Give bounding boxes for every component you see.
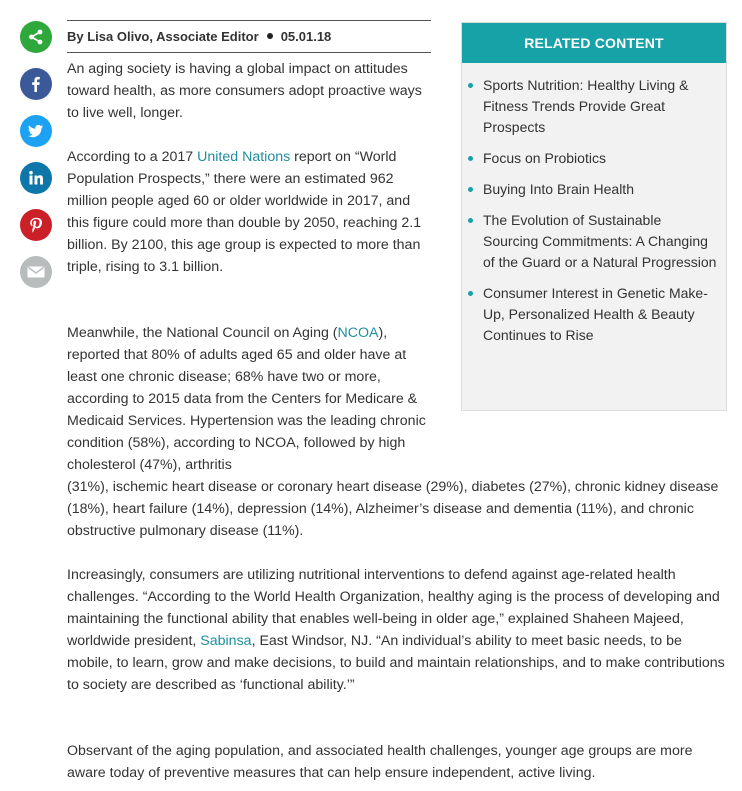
email-icon[interactable] — [20, 256, 52, 288]
paragraph-3-text-end: ), reported that 80% of adults aged 65 and older have at least one chronic disease; 68% have two or more, according to 2015 data from the Centers for Medicare & Medicaid Services. Hypertension was the leading chronic condition (58%), according to NCOA, followed by high cholesterol (47%), arthritis — [67, 325, 426, 473]
ncoa-link[interactable]: NCOA — [337, 325, 379, 341]
twitter-icon[interactable] — [20, 115, 52, 147]
article-paragraph-2 — [67, 146, 431, 278]
paragraph-4-text-start: Increasingly, consumers are utilizing nutritional interventions to defend against age-related health challenges. “According to the World Health Organization, healthy aging is the process of developing and maintaining the functional ability that enables well-being in older age,” explained Shaheen Majeed, worldwide president, — [67, 567, 720, 649]
paragraph-2-text-end: report on “World Population Prospects,” there were an estimated 962 million people aged 60 or older worldwide in 2017, and this figure could more than double by 2050, reaching 2.1 billion. By 2100, this age group is expected to more than triple, rising to 3.1 billion. — [67, 149, 422, 275]
byline — [67, 20, 431, 53]
pinterest-icon[interactable] — [20, 209, 52, 241]
related-content-panel — [461, 22, 727, 411]
share-icon[interactable] — [20, 21, 52, 53]
sabinsa-link[interactable]: Sabinsa — [200, 633, 252, 649]
paragraph-3-text-start: Meanwhile, the National Council on Aging ( — [67, 325, 338, 341]
article-paragraph-3-continued: (31%), ischemic heart disease or coronary heart disease (29%), diabetes (27%), chronic kidney disease (18%), heart failure (14%), depression (14%), Alzheimer’s disease and dementia (11%), and chronic obstructive pulmonary disease (11%). — [67, 479, 719, 539]
paragraph-2-text-start: According to a 2017 — [67, 149, 198, 165]
related-item[interactable]: Focus on Probiotics — [468, 148, 720, 169]
related-item[interactable]: Consumer Interest in Genetic Make-Up, Personalized Health & Beauty Continues to Rise — [468, 283, 720, 346]
paragraph-4-text-end: , East Windsor, NJ. “An individual’s ability to meet basic needs, to be mobile, to learn, grow and make decisions, to build and maintain relationships, and to make contributions to society are described as ‘functional ability.’” — [67, 633, 725, 693]
publish-date: 05.01.18 — [280, 29, 332, 44]
separator-dot-icon — [267, 33, 273, 39]
facebook-icon[interactable] — [20, 68, 52, 100]
related-content-list — [462, 63, 726, 346]
linkedin-icon[interactable] — [20, 162, 52, 194]
related-item[interactable]: The Evolution of Sustainable Sourcing Commitments: A Changing of the Guard or a Natural Progression — [468, 210, 720, 273]
related-item[interactable]: Buying Into Brain Health — [468, 179, 720, 200]
article-paragraph-1: An aging society is having a global impact on attitudes toward health, as more consumers adopt proactive ways to live well, longer. — [67, 61, 422, 121]
article-paragraph-5: Observant of the aging population, and associated health challenges, younger age groups are more aware today of preventive measures that can help ensure independent, active living. — [67, 743, 693, 781]
author-name: By Lisa Olivo, Associate Editor — [67, 29, 259, 44]
united-nations-link[interactable]: United Nations — [197, 149, 291, 165]
related-item[interactable]: Sports Nutrition: Healthy Living & Fitness Trends Provide Great Prospects — [468, 75, 720, 138]
article-paragraph-4 — [67, 564, 727, 696]
related-content-title: RELATED CONTENT — [462, 23, 726, 63]
article-paragraph-3 — [67, 322, 431, 476]
